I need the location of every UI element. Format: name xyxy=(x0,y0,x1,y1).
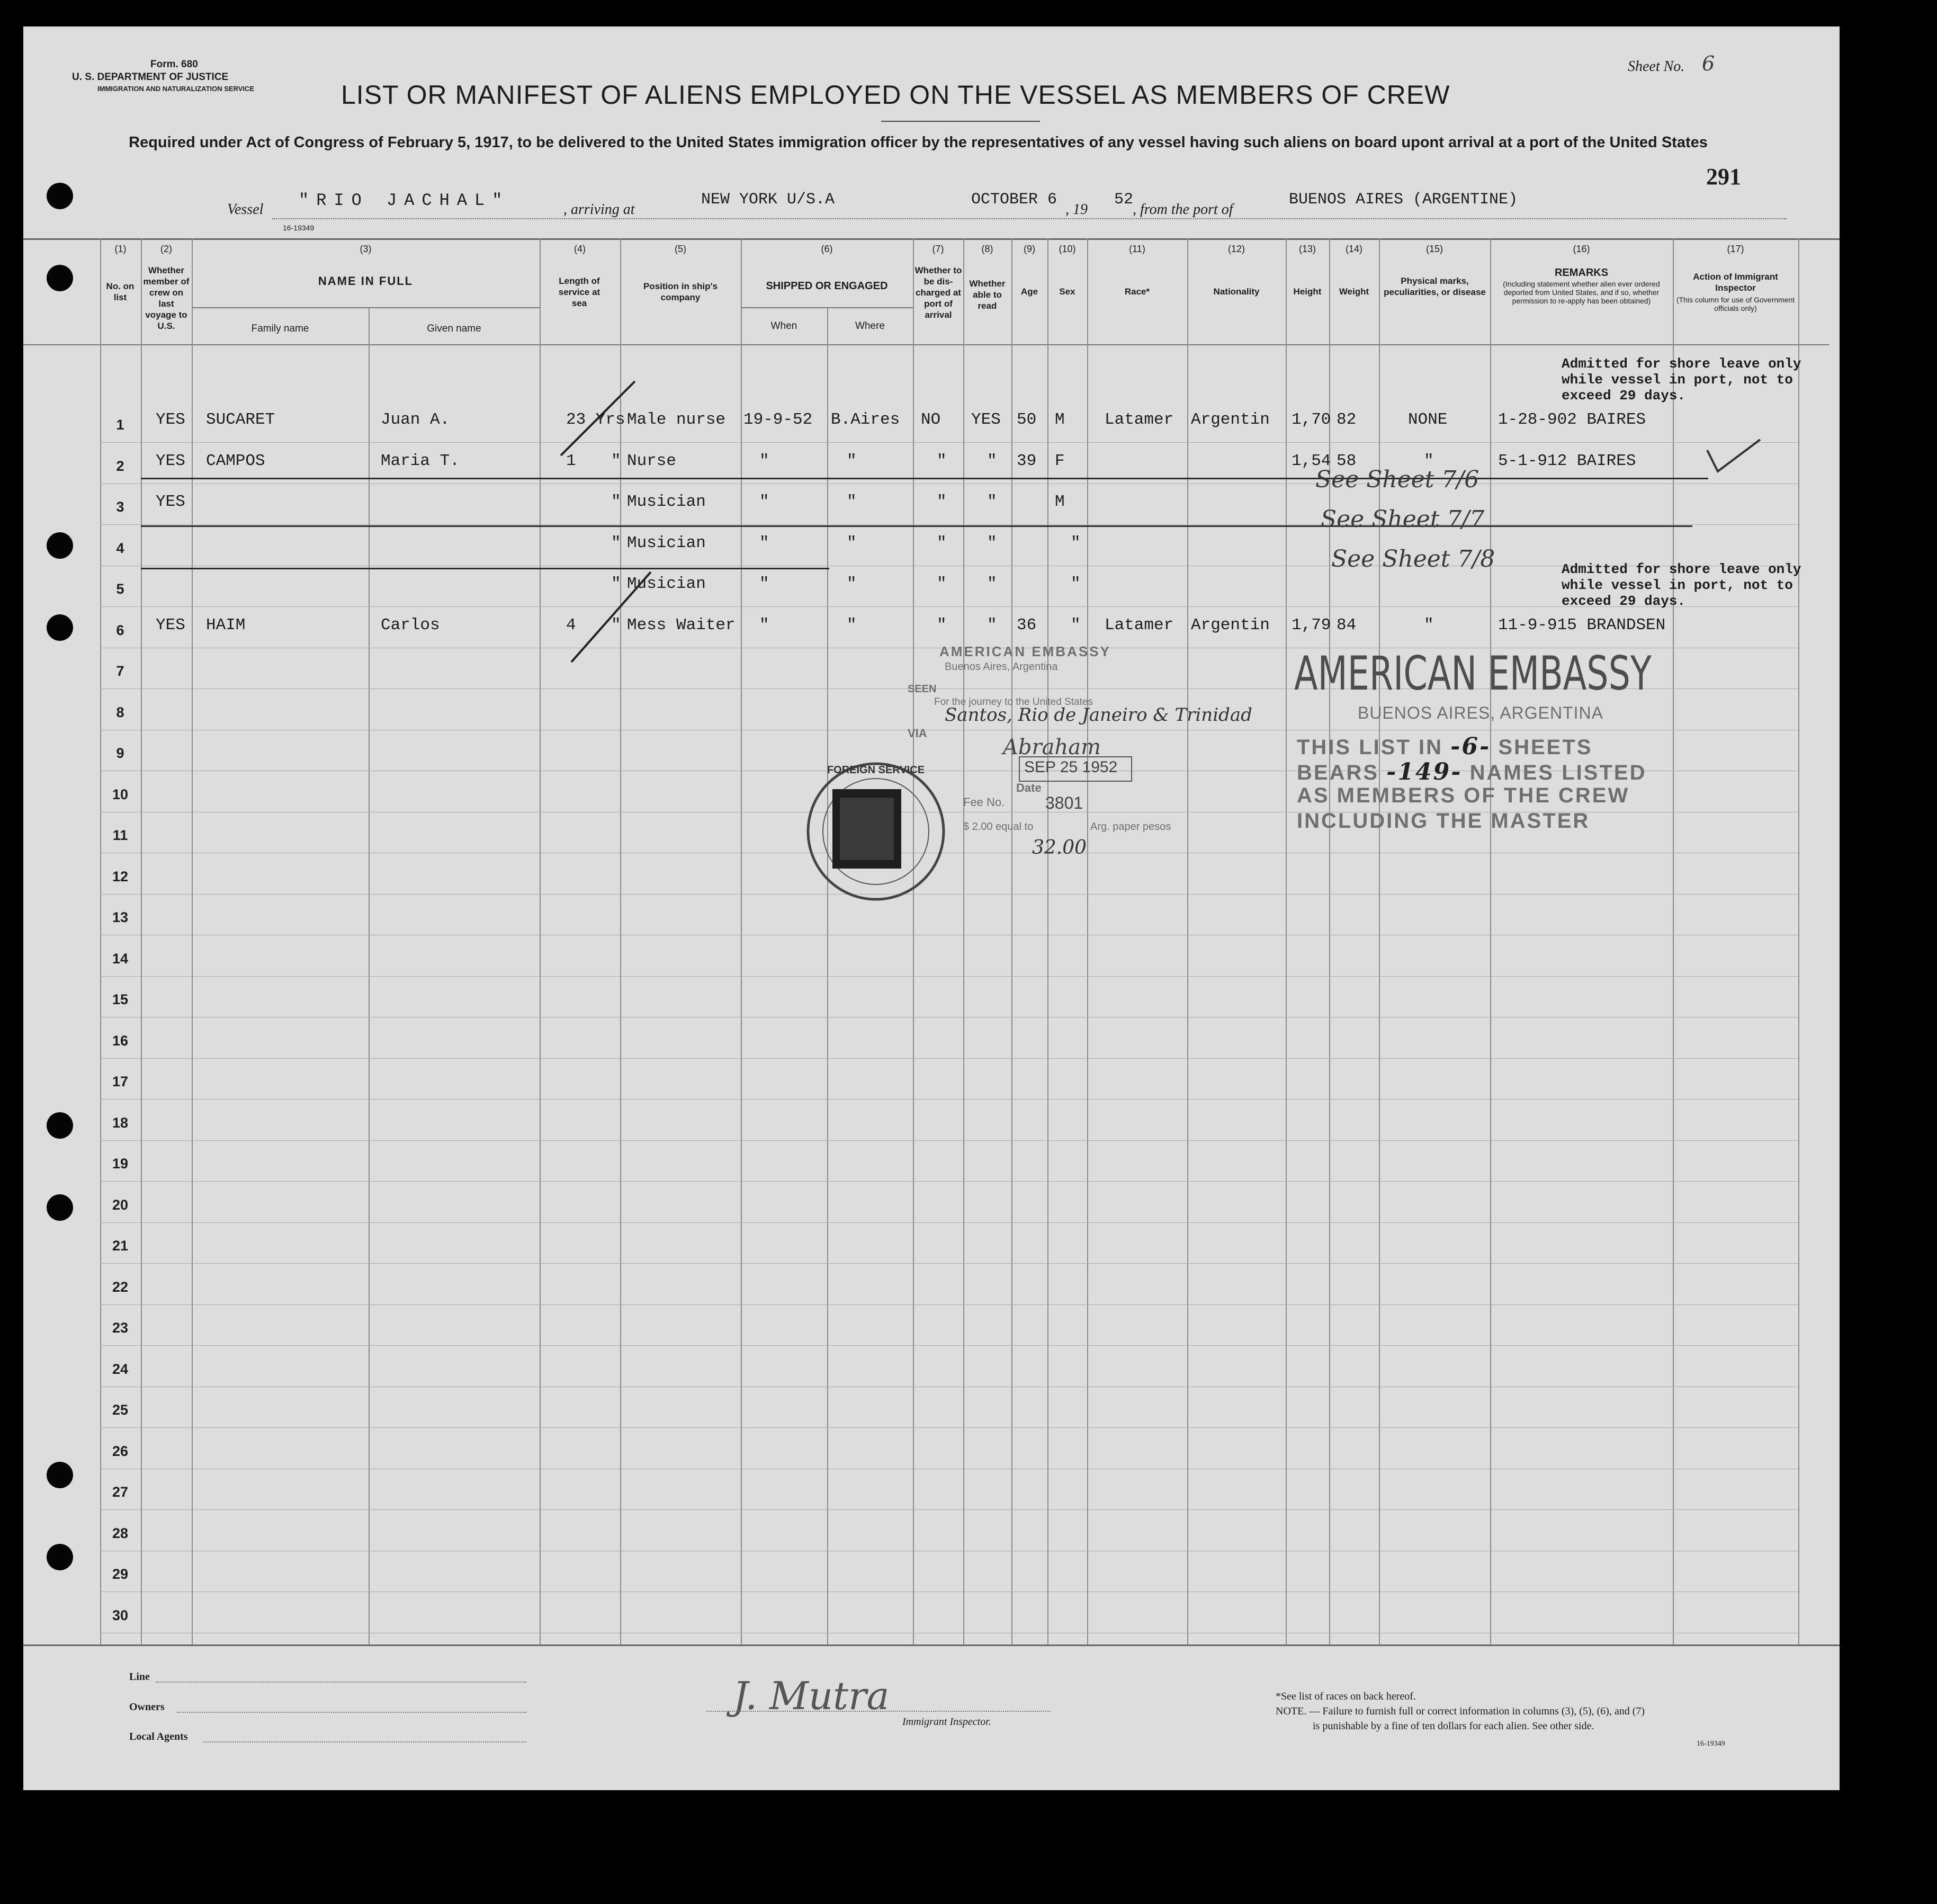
row-number: 17 xyxy=(112,1074,129,1089)
cell-height: 1,79 xyxy=(1292,615,1331,634)
row-number: 20 xyxy=(112,1196,129,1213)
hdr-remarks: REMARKS xyxy=(1554,267,1609,279)
row-number: 8 xyxy=(116,704,124,720)
col-sep xyxy=(1673,238,1674,1644)
races-note: *See list of races on back hereof. xyxy=(1276,1691,1416,1702)
row-number: 3 xyxy=(116,499,124,515)
date-label: Date xyxy=(1016,781,1042,794)
service-name: IMMIGRATION AND NATURALIZATION SERVICE xyxy=(97,85,255,93)
col-sep xyxy=(1379,238,1380,1644)
list-sheets-count: -6- xyxy=(1450,733,1491,760)
row-number: 7 xyxy=(116,663,124,679)
table-header-bottom xyxy=(23,344,1829,345)
hdr-race: Race* xyxy=(1124,287,1150,297)
row-rule xyxy=(100,1140,1798,1141)
footer-owners-label: Owners xyxy=(129,1701,165,1713)
punch-hole xyxy=(47,1462,73,1488)
fee-number: 3801 xyxy=(1045,793,1083,812)
footer-line-label: Line xyxy=(129,1671,150,1683)
cell-read: YES xyxy=(971,410,1001,429)
row-rule xyxy=(100,442,1798,443)
hdr-length-service: Length of service at sea xyxy=(558,276,600,308)
col-num: (4) xyxy=(574,244,586,254)
row-number: 30 xyxy=(112,1607,129,1623)
title-underline xyxy=(881,121,1040,122)
ditto-mark: " xyxy=(611,615,621,634)
row-number: 13 xyxy=(112,909,129,925)
cell-height: 1,70 xyxy=(1292,410,1331,429)
col-num: (10) xyxy=(1059,244,1076,254)
col-num: (6) xyxy=(821,244,833,254)
hdr-when: When xyxy=(770,320,797,332)
punch-hole xyxy=(47,1194,73,1221)
row-number: 15 xyxy=(112,991,129,1007)
col-sep xyxy=(1286,238,1287,1644)
col-sep xyxy=(1329,238,1330,1644)
hdr-age: Age xyxy=(1020,287,1038,297)
fee-stamp-seal xyxy=(796,752,955,911)
col-num: (11) xyxy=(1129,244,1145,254)
cell-member: YES xyxy=(156,615,185,634)
see-sheet-note-2: See Sheet 7/7 xyxy=(1321,506,1485,533)
row-rule xyxy=(100,1181,1798,1182)
col-sep xyxy=(913,238,914,1644)
hdr-family-name: Family name xyxy=(251,323,309,334)
ditto-mark: " xyxy=(611,451,621,470)
row-number: 11 xyxy=(112,827,128,843)
hdr-height: Height xyxy=(1293,287,1322,297)
col-num: (16) xyxy=(1573,244,1590,254)
cell-when: " xyxy=(759,451,769,470)
seen-stamp: SEEN xyxy=(908,683,937,695)
big-embassy-title: AMERICAN EMBASSY xyxy=(1294,646,1652,701)
row-number: 6 xyxy=(116,622,124,638)
punch-hole xyxy=(47,183,73,209)
row-number: 16 xyxy=(112,1032,129,1049)
cell-discharged: " xyxy=(937,615,947,634)
vessel-underline xyxy=(272,218,1787,220)
cell-remarks: 11-9-915 BRANDSEN xyxy=(1498,615,1666,634)
see-sheet-note-1: See Sheet 7/6 xyxy=(1315,466,1479,493)
via-ports-handwritten: Santos, Rio de Janeiro & Trinidad xyxy=(945,704,1252,726)
footer-owners-rule xyxy=(177,1712,526,1713)
hdr-action-note: (This column for use of Government officials only) xyxy=(1676,296,1795,312)
row-number: 22 xyxy=(112,1279,129,1295)
row-number: 21 xyxy=(112,1238,129,1254)
punch-hole xyxy=(47,614,73,641)
hdr-shipped: SHIPPED OR ENGAGED xyxy=(766,280,888,292)
cell-sex: " xyxy=(1071,615,1081,634)
col-sep xyxy=(1798,238,1799,1644)
journey-stamp: For the journey to the United States xyxy=(934,696,1093,708)
punch-hole xyxy=(47,532,73,559)
cell-discharged: " xyxy=(937,493,947,511)
cell-where: " xyxy=(847,533,857,552)
cell-family: SUCARET xyxy=(206,410,275,429)
row-number: 27 xyxy=(112,1484,129,1500)
row-number: 23 xyxy=(112,1320,129,1336)
col-sep xyxy=(141,238,142,1644)
fee-amount: 32.00 xyxy=(1032,837,1087,859)
fee-currency: Arg. paper pesos xyxy=(1090,821,1171,833)
shipped-subhdr-rule xyxy=(741,307,913,308)
row-number: 10 xyxy=(112,786,129,802)
col-num: (7) xyxy=(932,244,944,254)
hdr-given-name: Given name xyxy=(427,323,481,334)
cell-length: 23 Yrs xyxy=(566,410,625,429)
cell-nationality: Argentin xyxy=(1191,410,1270,429)
punch-hole xyxy=(47,1112,73,1139)
inspector-signature: J. Mutra xyxy=(733,1674,890,1718)
fee-label: Fee No. xyxy=(963,795,1005,809)
hdr-remarks-note: (Including statement whether alien ever ordered deported from United States, and if so, whether permission to re-apply has been obtained) xyxy=(1503,280,1660,305)
ditto-mark: " xyxy=(611,493,621,511)
cell-weight: 82 xyxy=(1337,410,1357,429)
cell-age: 50 xyxy=(1017,410,1037,429)
cell-when: 19-9-52 xyxy=(743,410,813,429)
list-names-count: -149- xyxy=(1386,758,1463,785)
row-number: 19 xyxy=(112,1156,129,1172)
cell-physical: " xyxy=(1424,615,1434,634)
hdr-physical: Physical marks, peculiarities, or disease xyxy=(1384,276,1486,297)
stamp-date: SEP 25 1952 xyxy=(1024,758,1118,776)
cell-weight: 84 xyxy=(1337,615,1357,634)
footer-agents-label: Local Agents xyxy=(129,1731,188,1742)
row-rule xyxy=(100,1427,1798,1428)
cell-sex: M xyxy=(1055,410,1065,429)
cell-height: 1,54 xyxy=(1292,451,1331,470)
row-number: 5 xyxy=(116,581,124,597)
col-num: (8) xyxy=(981,244,993,254)
list-line3: AS MEMBERS OF THE CREW xyxy=(1297,784,1630,807)
row-number: 1 xyxy=(116,417,124,433)
embassy-stamp-city: Buenos Aires, Argentina xyxy=(945,661,1058,673)
hdr-no-on-list: No. on list xyxy=(106,281,134,302)
col-sep xyxy=(1490,238,1491,1644)
year-suffix: 52 xyxy=(1114,191,1134,209)
consul-signature: Abraham xyxy=(1003,735,1101,759)
cell-member: YES xyxy=(156,451,185,470)
col-num: (1) xyxy=(114,244,127,254)
name-subhdr-rule xyxy=(192,307,540,308)
row-rule xyxy=(100,1222,1798,1223)
year-prefix: , 19 xyxy=(1065,201,1088,218)
cell-when: " xyxy=(759,575,769,593)
col-num: (5) xyxy=(675,244,686,254)
hdr-position: Position in ship's company xyxy=(643,281,718,302)
col-sep xyxy=(1187,238,1188,1644)
row-rule xyxy=(100,606,1798,607)
list-line1-b: SHEETS xyxy=(1498,736,1593,759)
cell-when: " xyxy=(759,533,769,552)
table-top-border xyxy=(23,238,1840,240)
cell-nationality: Argentin xyxy=(1191,615,1270,634)
list-line2-b: NAMES LISTED xyxy=(1469,761,1647,784)
col-num: (3) xyxy=(360,244,372,254)
row-number: 18 xyxy=(112,1114,129,1131)
action-check-mark xyxy=(1702,418,1765,477)
row-number: 29 xyxy=(112,1566,129,1582)
big-embassy-city: BUENOS AIRES, ARGENTINA xyxy=(1358,703,1603,722)
cell-sex: F xyxy=(1055,451,1065,470)
hdr-action: Action of Immigrant Inspector xyxy=(1693,272,1778,293)
via-stamp: VIA xyxy=(908,727,927,740)
sheet-number: 6 xyxy=(1702,52,1715,75)
col-num: (12) xyxy=(1227,244,1245,254)
cell-length: 4 xyxy=(566,615,576,634)
ditto-mark: " xyxy=(611,533,621,552)
fine-note-a: NOTE. — Failure to furnish full or correct information in columns (3), (5), (6), and (7) xyxy=(1276,1705,1645,1717)
cell-position: Male nurse xyxy=(627,410,726,429)
inspector-rule xyxy=(706,1711,1051,1712)
row-number: 28 xyxy=(112,1525,129,1541)
col-num: (9) xyxy=(1024,244,1035,254)
row-number: 4 xyxy=(116,540,124,556)
col-sep xyxy=(741,238,742,1644)
cell-sex: " xyxy=(1071,575,1081,593)
punch-hole xyxy=(47,265,73,291)
cell-discharged: " xyxy=(937,575,947,593)
cell-family: CAMPOS xyxy=(206,451,265,470)
punch-hole xyxy=(47,1544,73,1570)
page-code: 291 xyxy=(1706,164,1741,190)
col-num: (13) xyxy=(1298,244,1316,254)
cell-family: HAIM xyxy=(206,615,246,634)
cell-read: " xyxy=(987,575,997,593)
cell-given: Maria T. xyxy=(381,451,460,470)
see-sheet-note-3: See Sheet 7/8 xyxy=(1331,546,1495,573)
row-rule xyxy=(100,1263,1798,1264)
col-num: (17) xyxy=(1727,244,1744,254)
row-rule xyxy=(100,1304,1798,1305)
vessel-label: Vessel xyxy=(227,201,264,218)
cell-where: B.Aires xyxy=(831,410,900,429)
row-number: 12 xyxy=(112,868,129,884)
cell-read: " xyxy=(987,533,997,552)
ditto-mark: " xyxy=(611,575,621,593)
cell-read: " xyxy=(987,451,997,470)
cell-length: 1 xyxy=(566,451,576,470)
fee-equal: $ 2.00 equal to xyxy=(963,821,1034,833)
cell-given: Juan A. xyxy=(381,410,450,429)
arriving-label: , arriving at xyxy=(563,201,635,218)
form-code: 16-19349 xyxy=(283,224,315,232)
cell-physical: NONE xyxy=(1408,410,1448,429)
pen-check-mark xyxy=(540,350,677,667)
row-number: 24 xyxy=(112,1361,129,1377)
col-num: (2) xyxy=(160,244,172,254)
cell-where: " xyxy=(847,493,857,511)
col-sep xyxy=(963,238,964,1644)
hdr-nationality: Nationality xyxy=(1213,287,1260,297)
col-num: (14) xyxy=(1345,244,1362,254)
footer-form-code: 16-19349 xyxy=(1697,1740,1725,1748)
vessel-name: "RIO JACHAL" xyxy=(299,191,510,210)
shore-leave-note-1: Admitted for shore leave only while vessel in port, not to exceed 29 days. xyxy=(1562,356,1801,404)
hdr-able-read: Whether able to read xyxy=(969,279,1006,311)
col-sep xyxy=(100,238,101,1644)
row-rule xyxy=(100,1509,1798,1510)
fine-note-b: is punishable by a fine of ten dollars for each alien. See other side. xyxy=(1313,1720,1594,1732)
row-rule xyxy=(100,1058,1798,1059)
cell-race: Latamer xyxy=(1105,410,1174,429)
cell-position: Musician xyxy=(627,533,706,552)
cell-position: Mess Waiter xyxy=(627,615,736,634)
hdr-weight: Weight xyxy=(1339,287,1369,297)
cell-age: 39 xyxy=(1017,451,1037,470)
hdr-whether-member: Whether member of crew on last voyage to U.S. xyxy=(143,265,190,331)
from-label: , from the port of xyxy=(1133,201,1233,218)
hdr-name-in-full: NAME IN FULL xyxy=(318,274,414,288)
page-title: LIST OR MANIFEST OF ALIENS EMPLOYED ON THE VESSEL AS MEMBERS OF CREW xyxy=(341,80,1450,110)
svg-text:FOREIGN SERVICE: FOREIGN SERVICE xyxy=(827,764,925,776)
row-number: 9 xyxy=(116,745,124,761)
cell-sex: M xyxy=(1055,493,1065,511)
cell-remarks: 5-1-912 BAIRES xyxy=(1498,451,1636,470)
arriving-port: NEW YORK U/S.A xyxy=(701,191,835,209)
list-sheets-line xyxy=(1297,733,1592,760)
row-number: 14 xyxy=(112,950,129,967)
col-sep xyxy=(1087,238,1088,1644)
department-name: U. S. DEPARTMENT OF JUSTICE xyxy=(72,71,229,83)
hdr-where: Where xyxy=(855,320,885,332)
form-number: Form. 680 xyxy=(150,59,198,70)
from-port: BUENOS AIRES (ARGENTINE) xyxy=(1289,191,1518,209)
strike-line-row-5 xyxy=(141,568,829,569)
embassy-stamp-title: AMERICAN EMBASSY xyxy=(939,643,1111,659)
cell-discharged: " xyxy=(937,533,947,552)
row-number: 25 xyxy=(112,1402,129,1418)
cell-when: " xyxy=(759,493,769,511)
cell-position: Nurse xyxy=(627,451,677,470)
row-number: 2 xyxy=(116,458,124,474)
page-subtitle: Required under Act of Congress of February 5, 1917, to be delivered to the United States immigration officer by the representatives of any vessel having such aliens on board upont arrival at a port of the United States xyxy=(129,134,1708,151)
cell-where: " xyxy=(847,615,857,634)
col-sep xyxy=(1011,238,1012,1644)
cell-position: Musician xyxy=(627,493,706,511)
cell-read: " xyxy=(987,493,997,511)
row-number: 26 xyxy=(112,1443,129,1459)
list-line1-a: THIS LIST IN xyxy=(1297,736,1443,759)
col-num: (15) xyxy=(1425,244,1443,254)
cell-where: " xyxy=(847,575,857,593)
cell-member: YES xyxy=(156,493,185,511)
shore-leave-note-2: Admitted for shore leave only while vessel in port, not to exceed 29 days. xyxy=(1562,561,1801,609)
table-bottom-border xyxy=(23,1644,1840,1646)
hdr-discharged: Whether to be dis-charged at port of arrival xyxy=(914,265,962,320)
col-sep xyxy=(192,238,193,1644)
col-sep xyxy=(1047,238,1048,1644)
row-rule xyxy=(100,1099,1798,1100)
arrival-date: OCTOBER 6 xyxy=(971,191,1057,209)
row-rule xyxy=(100,976,1798,977)
cell-read: " xyxy=(987,615,997,634)
cell-position: Musician xyxy=(627,575,706,593)
row-rule xyxy=(100,1345,1798,1346)
cell-discharged: NO xyxy=(921,410,941,429)
list-line4: INCLUDING THE MASTER xyxy=(1297,809,1590,833)
manifest-sheet xyxy=(23,26,1840,1790)
cell-physical: " xyxy=(1424,451,1434,470)
inspector-label: Immigrant Inspector. xyxy=(902,1716,991,1728)
cell-when: " xyxy=(759,615,769,634)
cell-member: YES xyxy=(156,410,185,429)
hdr-sex: Sex xyxy=(1059,287,1075,297)
cell-discharged: " xyxy=(937,451,947,470)
row-rule xyxy=(100,524,1798,525)
list-line2-a: BEARS xyxy=(1297,761,1379,784)
cell-given: Carlos xyxy=(381,615,440,634)
cell-where: " xyxy=(847,451,857,470)
cell-race: Latamer xyxy=(1105,615,1174,634)
cell-weight: 58 xyxy=(1337,451,1357,470)
cell-sex: " xyxy=(1071,533,1081,552)
cell-age: 36 xyxy=(1017,615,1037,634)
cell-remarks: 1-28-902 BAIRES xyxy=(1498,410,1646,429)
footer-line-rule xyxy=(156,1682,526,1683)
list-names-line xyxy=(1297,758,1646,785)
footer-agents-rule xyxy=(203,1741,526,1742)
sheet-label: Sheet No. xyxy=(1628,58,1685,75)
